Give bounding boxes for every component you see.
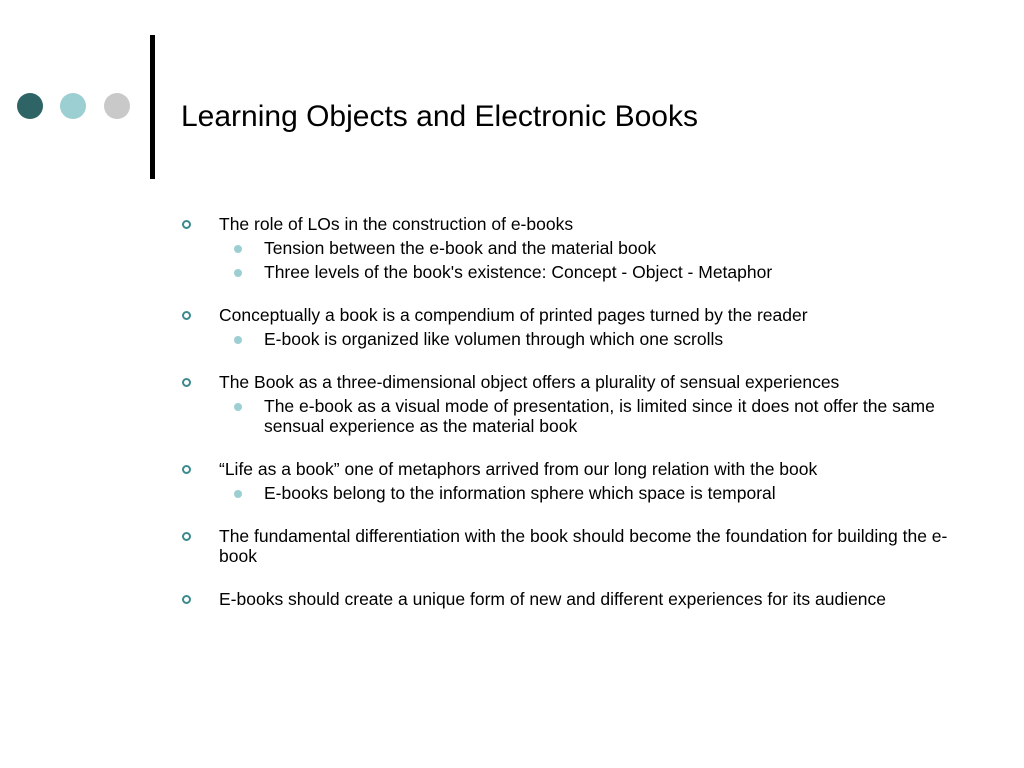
sub-bullet-item [219, 329, 972, 349]
bullet-text: E-books should create a unique form of new and different experiences for its audience [219, 589, 887, 609]
bullet-text: The Book as a three-dimensional object offers a plurality of sensual experiences [219, 372, 840, 392]
bullet-item [182, 214, 972, 282]
sub-bullet-list [219, 238, 972, 282]
sub-bullet-list [219, 329, 972, 349]
sub-bullet-text: E-book is organized like volumen through which one scrolls [264, 329, 724, 349]
bullet-text: The role of LOs in the construction of e-books [219, 214, 574, 234]
ring-bullet-icon [182, 465, 191, 474]
decorative-dot-teal [60, 93, 86, 119]
sub-bullet-text: Three levels of the book's existence: Concept - Object - Metaphor [264, 262, 773, 282]
dot-bullet-icon [234, 336, 242, 344]
bullet-text: “Life as a book” one of metaphors arrived from our long relation with the book [219, 459, 818, 479]
dot-bullet-icon [234, 245, 242, 253]
decorative-dot-gray [104, 93, 130, 119]
dot-bullet-icon [234, 490, 242, 498]
bullet-item [182, 589, 972, 609]
bullet-item [182, 372, 972, 436]
slide-title: Learning Objects and Electronic Books [181, 100, 698, 133]
sub-bullet-text: The e-book as a visual mode of presentation, is limited since it does not offer the same sensual experience as the material book [264, 396, 935, 436]
ring-bullet-icon [182, 311, 191, 320]
sub-bullet-text: Tension between the e-book and the material book [264, 238, 657, 258]
bullet-item [182, 459, 972, 503]
title-divider-bar [150, 35, 155, 179]
bullet-item [182, 305, 972, 349]
ring-bullet-icon [182, 595, 191, 604]
sub-bullet-list [219, 483, 972, 503]
decorative-dot-dark [17, 93, 43, 119]
sub-bullet-text: E-books belong to the information sphere which space is temporal [264, 483, 776, 503]
sub-bullet-item [219, 396, 972, 436]
ring-bullet-icon [182, 532, 191, 541]
ring-bullet-icon [182, 220, 191, 229]
bullet-text: The fundamental differentiation with the book should become the foundation for building the e-book [219, 526, 948, 566]
bullet-text: Conceptually a book is a compendium of printed pages turned by the reader [219, 305, 808, 325]
bullet-list [182, 214, 972, 632]
ring-bullet-icon [182, 378, 191, 387]
sub-bullet-item [219, 262, 972, 282]
dot-bullet-icon [234, 269, 242, 277]
sub-bullet-item [219, 238, 972, 258]
sub-bullet-item [219, 483, 972, 503]
sub-bullet-list [219, 396, 972, 436]
bullet-item [182, 526, 972, 566]
dot-bullet-icon [234, 403, 242, 411]
